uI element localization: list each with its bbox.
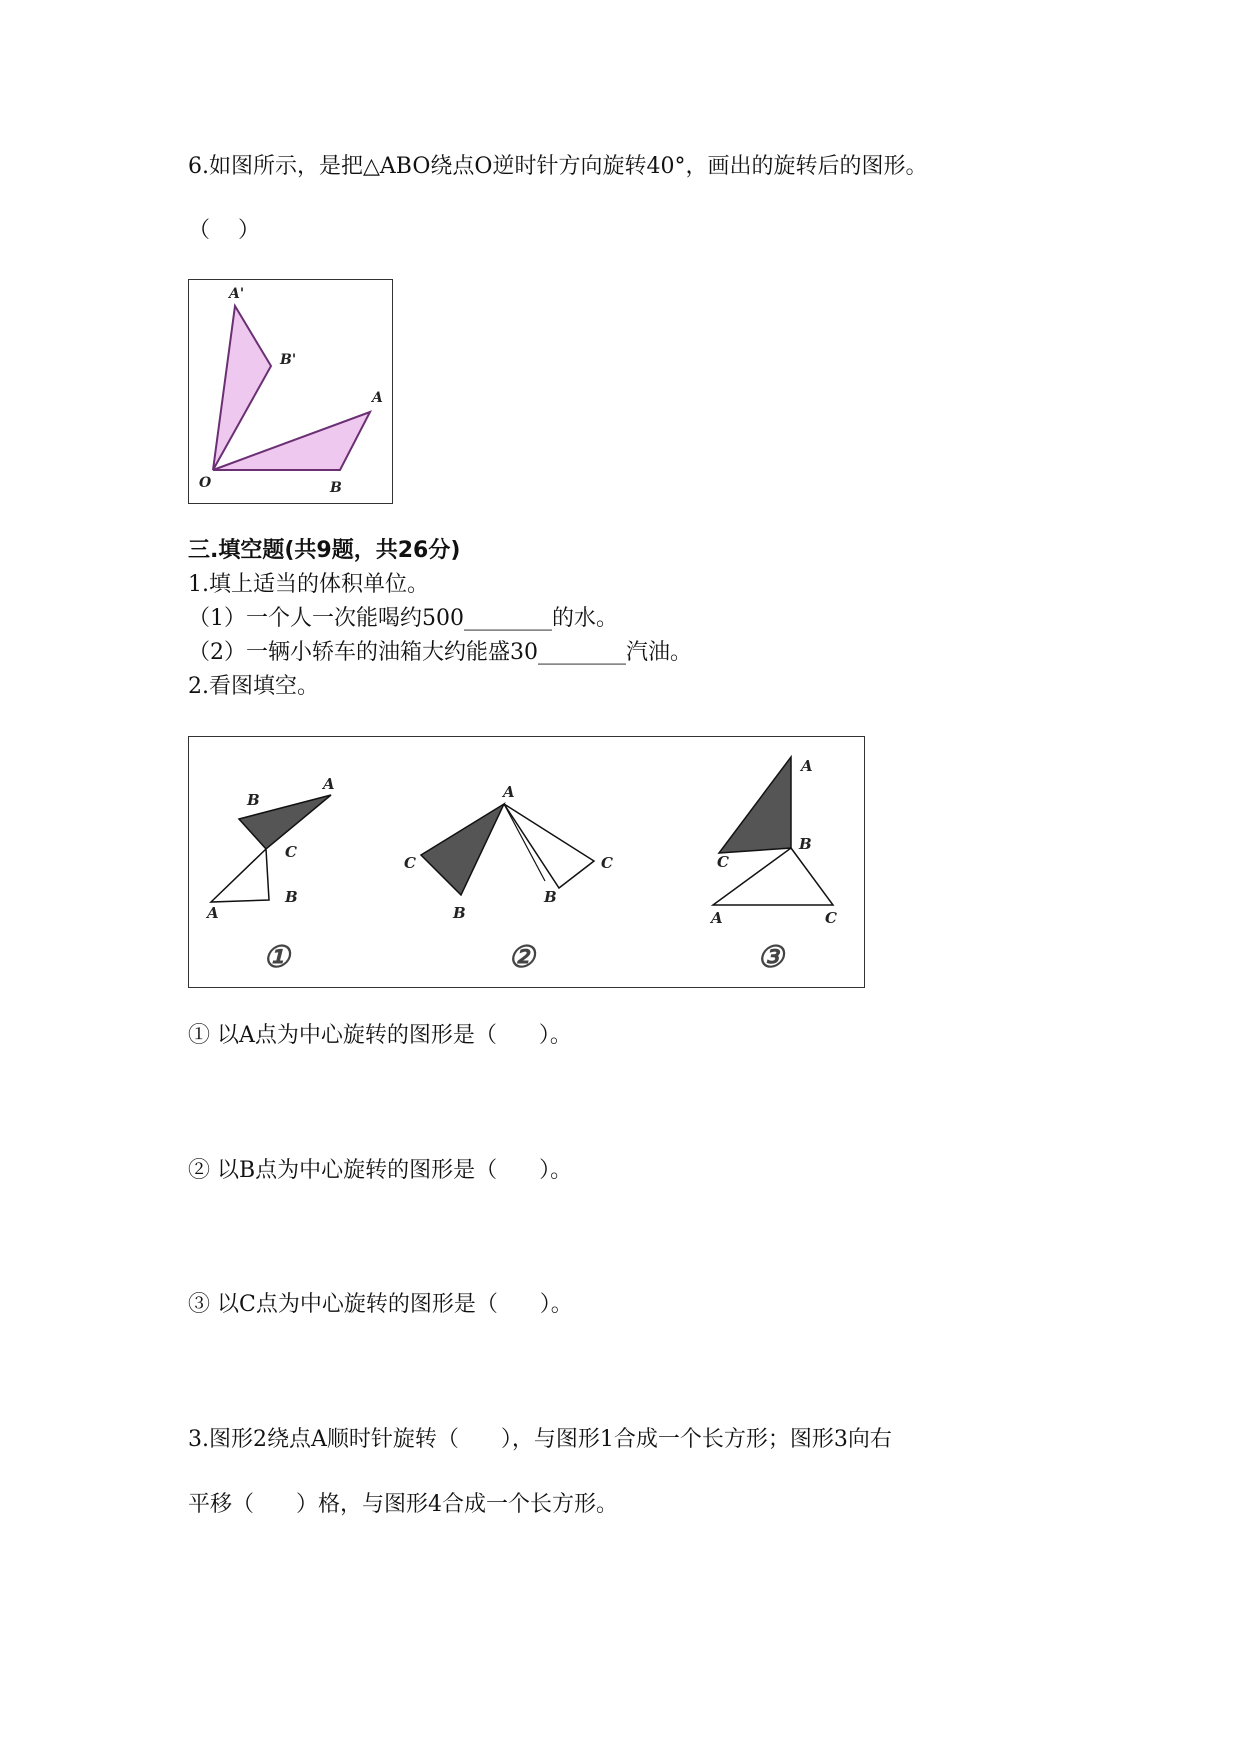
fig3-label-a-top: A (801, 757, 813, 775)
s3-q2-item2: ② 以B点为中心旋转的图形是（ ）。 (188, 1158, 573, 1183)
fig1-number: ① (263, 940, 290, 975)
fig3-shaded-triangle (719, 757, 791, 853)
label-o: O (199, 475, 212, 491)
fig3-label-a-bottom: A (711, 909, 723, 927)
s3-q2-title: 2.看图填空。 (188, 674, 319, 699)
figure-2 (404, 783, 613, 975)
fig3-label-c-left: C (717, 853, 729, 871)
s3-q2-item1: ① 以A点为中心旋转的图形是（ ）。 (188, 1023, 572, 1048)
fig1-outline-triangle (211, 849, 269, 902)
s3-q3-line2: 平移（ ）格，与图形4合成一个长方形。 (188, 1492, 618, 1517)
fig1-label-a-top: A (323, 775, 335, 793)
fig1-label-c: C (285, 843, 297, 861)
fig1-label-a-bottom: A (207, 904, 219, 922)
q6-answer-blank[interactable]: （ ） (188, 218, 260, 243)
s3-q1-part2: （2）一辆小轿车的油箱大约能盛30________汽油。 (188, 640, 692, 665)
q6-rotation-figure (188, 279, 393, 504)
s3-q2-item3: ③ 以C点为中心旋转的图形是（ ）。 (188, 1292, 573, 1317)
fig2-number: ② (508, 940, 535, 975)
s3-q2-rotation-figures (188, 736, 865, 988)
label-a: A (372, 390, 383, 406)
figure-3 (709, 757, 837, 975)
label-b-prime: B' (280, 352, 297, 368)
rotated-triangle (213, 306, 271, 470)
figure-1 (205, 775, 335, 975)
fig2-inner-line (504, 804, 545, 881)
s3-q3-line1: 3.图形2绕点A顺时针旋转（ ），与图形1合成一个长方形；图形3向右 (188, 1427, 892, 1452)
q6-text: 6.如图所示，是把△ABO绕点O逆时针方向旋转40°，画出的旋转后的图形。 (188, 154, 928, 179)
label-a-prime: A' (229, 286, 245, 302)
fig2-label-c-left: C (404, 854, 416, 872)
fig1-label-b-top: B (247, 791, 260, 809)
fig2-label-c-right: C (601, 854, 613, 872)
label-b: B (330, 480, 342, 496)
fig1-label-b-bottom: B (285, 888, 298, 906)
fig3-label-c-bottom: C (825, 909, 837, 927)
fig3-outline-triangle (713, 848, 833, 905)
section-heading: 三.填空题(共9题，共26分) (188, 538, 461, 563)
fig3-number: ③ (757, 940, 784, 975)
fig3-label-b: B (799, 835, 812, 853)
fig2-label-b-right: B (544, 888, 557, 906)
s3-q1-part1: （1）一个人一次能喝约500________的水。 (188, 606, 618, 631)
fig2-label-b-left: B (453, 904, 466, 922)
s3-q1-title: 1.填上适当的体积单位。 (188, 572, 429, 597)
fig2-outline-triangle (504, 804, 594, 888)
fig2-label-a: A (503, 783, 515, 801)
fig2-shaded-triangle (421, 804, 504, 895)
